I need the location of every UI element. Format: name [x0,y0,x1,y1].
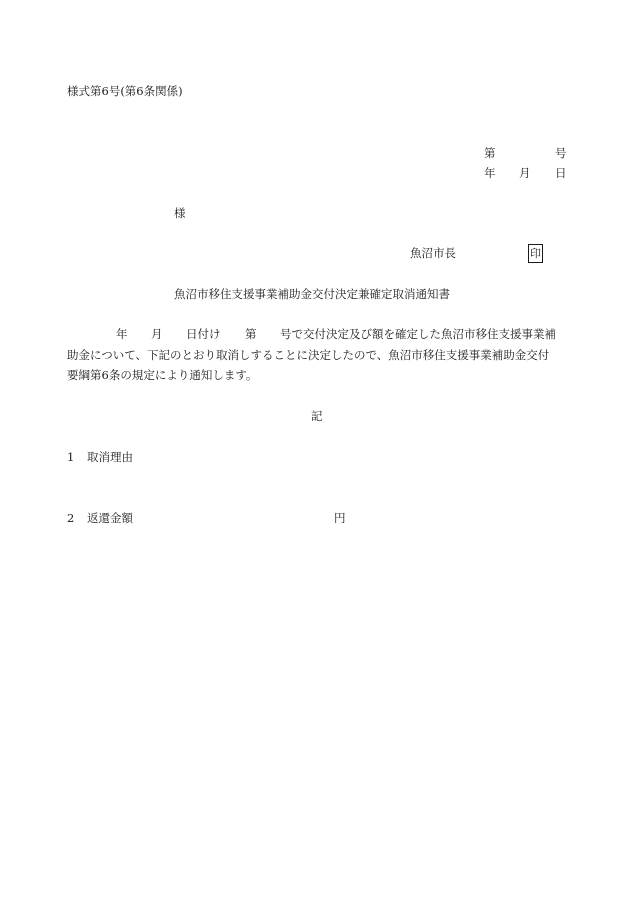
doc-number-go: 号 [555,146,567,160]
body-dai: 第 [245,327,257,341]
seal-mark: 印 [528,244,543,263]
item-2-label: 返還金額 [87,511,133,525]
date-day: 日 [555,166,567,180]
body-year: 年 [116,327,128,341]
body-line1-text: 号で交付決定及び額を確定した魚沼市移住支援事業補 [280,327,556,341]
addressee-suffix: 様 [174,206,186,220]
document-title: 魚沼市移住支援事業補助金交付決定兼確定取消通知書 [174,287,450,301]
date-year: 年 [484,166,496,180]
body-dated: 日付け [186,327,221,341]
item-1-label: 取消理由 [87,450,133,464]
date-month: 月 [519,166,531,180]
item-2-unit: 円 [334,511,346,525]
item-2-number: 2 [67,511,75,525]
body-line2: 助金について、下記のとおり取消しすることに決定したので、魚沼市移住支援事業補助金交付 [67,348,550,362]
issuer-title: 魚沼市長 [410,246,456,260]
form-label: 様式第6号(第6条関係) [67,84,183,98]
body-line3: 要綱第6条の規定により通知します。 [67,368,258,382]
body-month: 月 [151,327,163,341]
item-1-number: 1 [67,450,75,464]
ki-heading: 記 [311,409,323,423]
doc-number-dai: 第 [484,146,496,160]
